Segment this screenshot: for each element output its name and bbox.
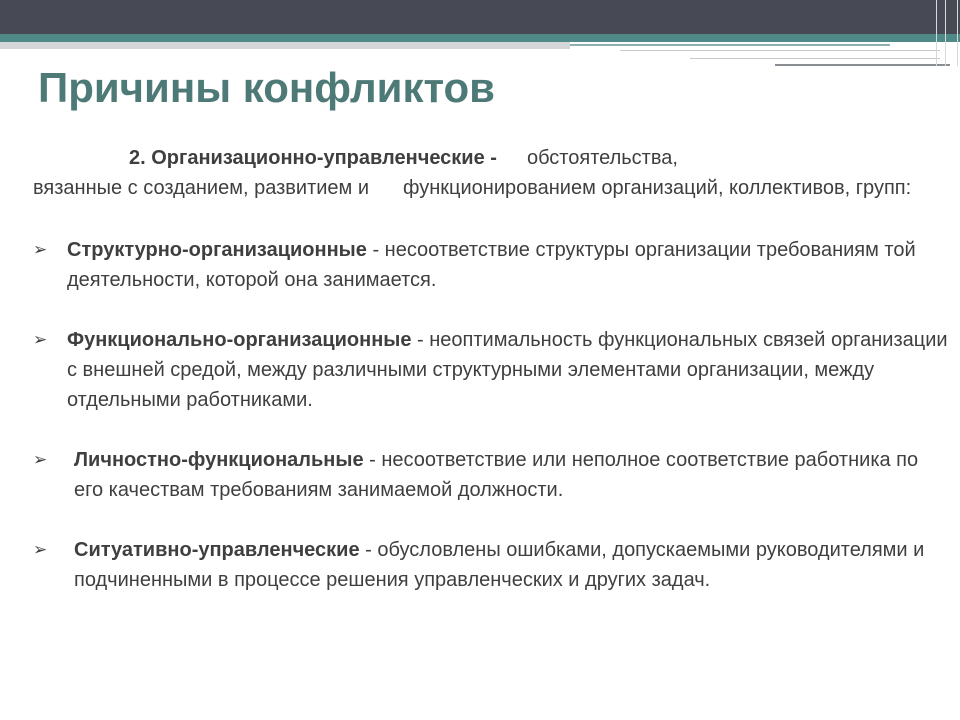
header-decor-line	[570, 44, 890, 46]
list-item	[33, 535, 948, 595]
list-item	[33, 325, 948, 415]
header-decor-line	[775, 64, 950, 66]
list-item-description: - неоптимальность функциональных связей организации с внешней средой, между различными структурными элементами организации, между отдельными работниками.	[67, 329, 948, 411]
arrow-bullet-icon: ➢	[33, 240, 48, 259]
intro-text: функционированием организаций, коллективов, групп:	[403, 177, 912, 199]
header-decor-line	[620, 50, 940, 51]
list-item-text	[55, 535, 948, 595]
intro-paragraph	[33, 143, 948, 203]
intro-heading: 2. Организационно-управленческие -	[129, 147, 497, 169]
list-item-text	[55, 235, 948, 295]
list-item-text	[55, 325, 948, 415]
header-grey-band	[0, 42, 570, 49]
arrow-bullet-icon: ➢	[33, 450, 48, 469]
list-item-term: Личностно-функциональные	[74, 449, 364, 471]
list-item	[33, 445, 948, 505]
list-item-description: - несоответствие или неполное соответствие работника по его качествам требованиям занимаемой должности.	[74, 449, 919, 501]
header-decor-line	[690, 58, 940, 59]
intro-text: обстоятельства,	[526, 147, 678, 169]
arrow-bullet-icon: ➢	[33, 540, 48, 559]
slide-body	[33, 143, 948, 625]
list-item-term: Функционально-организационные	[67, 329, 412, 351]
arrow-bullet-icon: ➢	[33, 330, 48, 349]
intro-text: вязанные с созданием, развитием и	[33, 177, 369, 199]
list-item-term: Структурно-организационные	[67, 239, 367, 261]
list-item-description: - обусловлены ошибками, допускаемыми руководителями и подчиненными в процессе решения управленческих и других задач.	[74, 539, 925, 591]
header-dark-bar	[0, 0, 960, 34]
list-item-term: Ситуативно-управленческие	[74, 539, 360, 561]
list-item-description: - несоответствие структуры организации требованиям той деятельности, которой она занимается.	[67, 239, 916, 291]
list-item	[33, 235, 948, 295]
header-accent-band	[0, 34, 960, 42]
list-item-text	[55, 445, 948, 505]
slide-title: Причины конфликтов	[38, 64, 495, 111]
corner-decoration	[936, 0, 958, 66]
